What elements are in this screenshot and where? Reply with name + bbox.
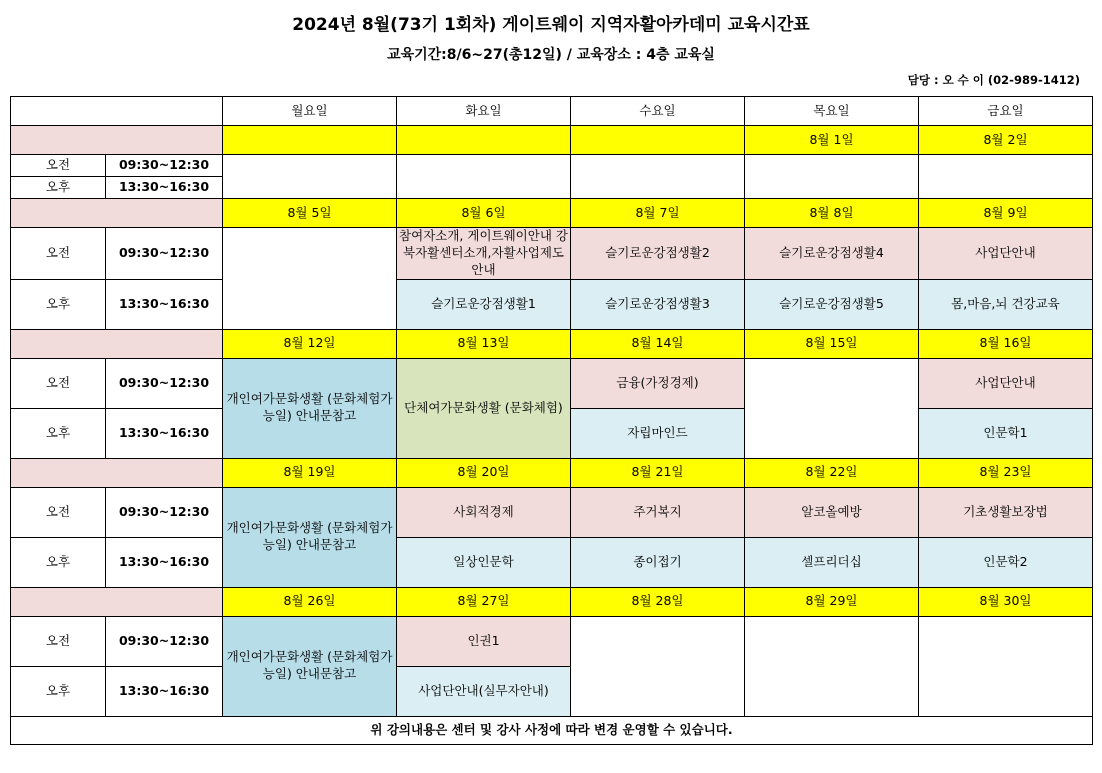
period-pm-time: 13:30~16:30 <box>106 666 223 716</box>
period-pm-label: 오후 <box>11 177 106 199</box>
weekday-header-row <box>11 97 1093 126</box>
week4-pm-row <box>11 537 1093 587</box>
header-wed: 수요일 <box>571 97 745 126</box>
class-cell: 금융(가정경제) <box>571 358 745 408</box>
class-cell: 알코올예방 <box>745 487 919 537</box>
week5-date-row <box>11 587 1093 616</box>
class-cell: 인권1 <box>397 616 571 666</box>
date-cell: 8월 15일 <box>745 329 919 358</box>
class-cell: 셀프리더십 <box>745 537 919 587</box>
date-cell: 8월 20일 <box>397 458 571 487</box>
class-cell: 주거복지 <box>571 487 745 537</box>
date-cell <box>571 126 745 155</box>
header-tue: 화요일 <box>397 97 571 126</box>
week5-am-row <box>11 616 1093 666</box>
date-cell: 8월 19일 <box>223 458 397 487</box>
date-cell: 8월 14일 <box>571 329 745 358</box>
schedule-cell <box>745 616 919 716</box>
date-cell: 8월 5일 <box>223 199 397 228</box>
week3-am-row <box>11 358 1093 408</box>
period-am-time: 09:30~12:30 <box>106 155 223 177</box>
class-cell: 자립마인드 <box>571 408 745 458</box>
date-cell: 8월 29일 <box>745 587 919 616</box>
date-cell: 8월 28일 <box>571 587 745 616</box>
date-cell <box>397 126 571 155</box>
header-mon: 월요일 <box>223 97 397 126</box>
schedule-cell <box>571 616 745 716</box>
date-cell: 8월 7일 <box>571 199 745 228</box>
class-cell: 사회적경제 <box>397 487 571 537</box>
week4-am-row <box>11 487 1093 537</box>
date-cell: 8월 22일 <box>745 458 919 487</box>
date-cell: 8월 13일 <box>397 329 571 358</box>
class-cell: 개인여가문화생활 (문화체험가능일) 안내문참고 <box>223 358 397 458</box>
period-pm-time: 13:30~16:30 <box>106 279 223 329</box>
class-cell: 슬기로운강점생활2 <box>571 228 745 280</box>
timetable <box>10 96 1093 745</box>
period-am-label: 오전 <box>11 228 106 280</box>
class-cell: 종이접기 <box>571 537 745 587</box>
class-cell: 슬기로운강점생활5 <box>745 279 919 329</box>
class-cell: 몸,마음,뇌 건강교육 <box>919 279 1093 329</box>
header-fri: 금요일 <box>919 97 1093 126</box>
date-cell: 8월 23일 <box>919 458 1093 487</box>
schedule-cell <box>745 358 919 458</box>
date-cell: 8월 16일 <box>919 329 1093 358</box>
date-row-label <box>11 199 223 228</box>
footer-row <box>11 716 1093 744</box>
class-cell: 단체여가문화생활 (문화체험) <box>397 358 571 458</box>
date-cell: 8월 26일 <box>223 587 397 616</box>
class-cell: 슬기로운강점생활3 <box>571 279 745 329</box>
period-am-time: 09:30~12:30 <box>106 228 223 280</box>
class-cell: 개인여가문화생활 (문화체험가능일) 안내문참고 <box>223 616 397 716</box>
class-cell: 사업단안내 <box>919 358 1093 408</box>
class-cell: 인문학2 <box>919 537 1093 587</box>
class-cell: 일상인문학 <box>397 537 571 587</box>
header-corner <box>11 97 223 126</box>
period-pm-label: 오후 <box>11 537 106 587</box>
date-cell: 8월 2일 <box>919 126 1093 155</box>
period-am-label: 오전 <box>11 358 106 408</box>
class-cell: 인문학1 <box>919 408 1093 458</box>
schedule-cell <box>223 155 397 199</box>
period-pm-label: 오후 <box>11 666 106 716</box>
date-cell: 8월 6일 <box>397 199 571 228</box>
date-cell: 8월 30일 <box>919 587 1093 616</box>
period-am-time: 09:30~12:30 <box>106 487 223 537</box>
footer-note: 위 강의내용은 센터 및 강사 사정에 따라 변경 운영할 수 있습니다. <box>11 716 1093 744</box>
week2-pm-row <box>11 279 1093 329</box>
week1-date-row <box>11 126 1093 155</box>
class-cell: 기초생활보장법 <box>919 487 1093 537</box>
schedule-cell <box>919 155 1093 199</box>
date-cell: 8월 27일 <box>397 587 571 616</box>
week3-date-row <box>11 329 1093 358</box>
class-cell: 사업단안내 <box>919 228 1093 280</box>
date-cell: 8월 21일 <box>571 458 745 487</box>
week4-date-row <box>11 458 1093 487</box>
header-thu: 목요일 <box>745 97 919 126</box>
schedule-cell <box>919 616 1093 716</box>
date-row-label <box>11 587 223 616</box>
date-cell <box>223 126 397 155</box>
period-pm-label: 오후 <box>11 279 106 329</box>
class-cell: 참여자소개, 게이트웨이안내 강북자활센터소개,자활사업제도안내 <box>397 228 571 280</box>
class-cell: 슬기로운강점생활1 <box>397 279 571 329</box>
date-row-label <box>11 458 223 487</box>
period-am-time: 09:30~12:30 <box>106 616 223 666</box>
period-am-label: 오전 <box>11 616 106 666</box>
week2-date-row <box>11 199 1093 228</box>
class-cell: 슬기로운강점생활4 <box>745 228 919 280</box>
date-row-label <box>11 329 223 358</box>
period-pm-time: 13:30~16:30 <box>106 177 223 199</box>
date-cell: 8월 1일 <box>745 126 919 155</box>
period-am-label: 오전 <box>11 487 106 537</box>
period-pm-label: 오후 <box>11 408 106 458</box>
period-am-time: 09:30~12:30 <box>106 358 223 408</box>
page-subtitle: 교육기간:8/6~27(총12일) / 교육장소 : 4층 교육실 <box>387 47 715 63</box>
period-pm-time: 13:30~16:30 <box>106 408 223 458</box>
contact-info: 담당 : 오 수 이 (02-989-1412) <box>907 73 1080 87</box>
period-am-label: 오전 <box>11 155 106 177</box>
date-cell: 8월 12일 <box>223 329 397 358</box>
date-row-label <box>11 126 223 155</box>
page-title: 2024년 8월(73기 1회차) 게이트웨이 지역자활아카데미 교육시간표 <box>292 15 810 35</box>
schedule-cell <box>223 228 397 330</box>
class-cell: 사업단안내(실무자안내) <box>397 666 571 716</box>
week2-am-row <box>11 228 1093 280</box>
schedule-cell <box>745 155 919 199</box>
schedule-cell <box>397 155 571 199</box>
date-cell: 8월 9일 <box>919 199 1093 228</box>
period-pm-time: 13:30~16:30 <box>106 537 223 587</box>
week1-am-row <box>11 155 1093 177</box>
schedule-cell <box>571 155 745 199</box>
class-cell: 개인여가문화생활 (문화체험가능일) 안내문참고 <box>223 487 397 587</box>
date-cell: 8월 8일 <box>745 199 919 228</box>
